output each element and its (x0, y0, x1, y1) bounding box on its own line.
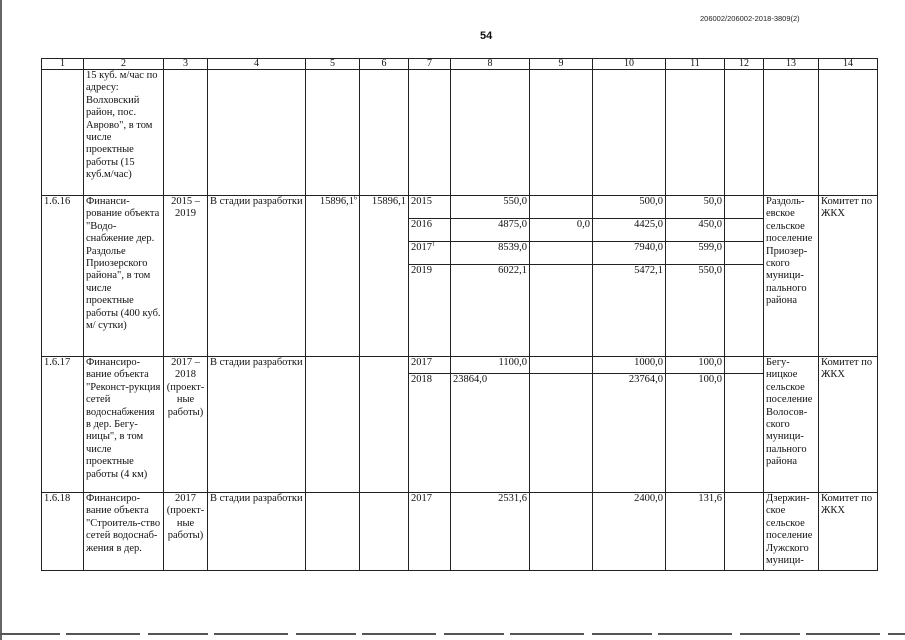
row-col8 (451, 357, 530, 493)
row-col5 (306, 196, 360, 357)
table-row (42, 493, 878, 571)
col11-value: 599,0 (666, 242, 724, 265)
row-responsible: Комитет по ЖКХ (819, 357, 878, 493)
column-number: 7 (409, 59, 451, 70)
column-number: 5 (306, 59, 360, 70)
year-value: 2017 (411, 242, 432, 253)
col9-value (530, 196, 592, 219)
row-description: Финанси-рование объекта "Водо-снабжение дер. Раздолье Приозерского района", в том числе проектные работы (400 куб. м/ сутки) (84, 196, 164, 357)
column-number: 12 (725, 59, 764, 70)
row-recipient: Раздоль-евское сельское поселение Приозер-ского муници-пального района (764, 196, 819, 357)
col5-footnote: 6 (354, 195, 357, 202)
table-row (42, 357, 878, 493)
row-col6 (360, 493, 409, 571)
column-number: 10 (593, 59, 666, 70)
row-col12 (725, 357, 764, 493)
column-number: 2 (84, 59, 164, 70)
col11-value: 550,0 (698, 265, 722, 276)
col10-value: 500,0 (593, 196, 665, 219)
row-period: 2015 – 2019 (164, 196, 208, 357)
col9-value (530, 265, 592, 287)
year-cell (409, 242, 450, 265)
col9-value (530, 357, 592, 374)
col8-value: 6022,1 (498, 265, 527, 276)
column-number: 9 (530, 59, 593, 70)
row-col11 (666, 357, 725, 493)
row-stage: В стадии разработки (208, 357, 306, 493)
column-number: 1 (42, 59, 84, 70)
column-number: 4 (208, 59, 306, 70)
column-number: 11 (666, 59, 725, 70)
col12-value (725, 493, 764, 571)
row-col10 (593, 196, 666, 357)
year-cell: 2019 (411, 265, 432, 276)
col11-value: 50,0 (666, 196, 724, 219)
col10-value: 5472,1 (634, 265, 663, 276)
row-stage: В стадии разработки (208, 493, 306, 571)
year-cell: 2015 (409, 196, 450, 219)
col10-value: 1000,0 (593, 357, 665, 374)
program-table (41, 58, 878, 571)
year-cell: 2017 (409, 357, 450, 374)
row-col9 (530, 196, 593, 357)
scan-left-edge (0, 0, 2, 640)
col10-value: 7940,0 (593, 242, 665, 265)
col12-value (725, 357, 763, 374)
col9-value (530, 374, 592, 396)
col10-value: 4425,0 (593, 219, 665, 242)
row-years (409, 196, 451, 357)
row-col6 (360, 357, 409, 493)
col11-value: 100,0 (666, 357, 724, 374)
row-responsible: Комитет по ЖКХ (819, 493, 878, 571)
col12-value (725, 265, 763, 287)
column-number: 3 (164, 59, 208, 70)
year-cell: 2016 (409, 219, 450, 242)
col10-value: 23764,0 (628, 374, 663, 385)
row-stage: В стадии разработки (208, 196, 306, 357)
col9-value: 0,0 (530, 219, 592, 242)
col5-value: 15896,1 (319, 196, 354, 207)
row-col5 (306, 493, 360, 571)
row-years (409, 357, 451, 493)
col12-value (725, 219, 763, 242)
row-col8 (451, 196, 530, 357)
column-number: 8 (451, 59, 530, 70)
page-number: 54 (480, 30, 493, 42)
col9-value (530, 493, 593, 571)
row-description: Финансиро-вание объекта "Строитель-ство сетей водоснаб-жения в дер. (84, 493, 164, 571)
row-id: 1.6.17 (42, 357, 84, 493)
row-responsible: Комитет по ЖКХ (819, 196, 878, 357)
row-col9 (530, 357, 593, 493)
row-period: 2017 – 2018 (проект-ные работы) (164, 357, 208, 493)
row-col5 (306, 357, 360, 493)
year-cell: 2018 (411, 374, 432, 385)
document-id: 206002/206002-2018-3809(2) (700, 14, 800, 23)
row-col6: 15896,1 (360, 196, 409, 357)
col8-value: 8539,0 (451, 242, 529, 265)
row-id: 1.6.16 (42, 196, 84, 357)
table-row-continuation (42, 70, 878, 196)
column-number-row (42, 59, 878, 70)
row-col11 (666, 196, 725, 357)
col10-value: 2400,0 (593, 493, 666, 571)
year-cell: 2017 (409, 493, 451, 571)
row-col10 (593, 357, 666, 493)
row-period: 2017 (проект-ные работы) (164, 493, 208, 571)
column-number: 13 (764, 59, 819, 70)
table-row (42, 196, 878, 357)
col12-value (725, 242, 763, 265)
col9-value (530, 242, 592, 265)
row-description: Финансиро-вание объекта "Реконст-рукция сетей водоснабжения в дер. Бегу-ницы", в том числе проектные работы (4 км) (84, 357, 164, 493)
column-number: 14 (819, 59, 878, 70)
row-description: 15 куб. м/час по адресу: Волховский район, пос. Аврово", в том числе проектные работы (15 куб.м/час) (84, 70, 164, 196)
scan-bottom-edge (0, 633, 905, 635)
row-recipient: Дзержин-ское сельское поселение Лужского муници- (764, 493, 819, 571)
col8-value: 1100,0 (451, 357, 529, 374)
column-number: 6 (360, 59, 409, 70)
year-footnote: 1 (432, 241, 435, 248)
col11-value: 450,0 (666, 219, 724, 242)
col12-value (725, 196, 763, 219)
col8-value: 23864,0 (453, 374, 488, 385)
row-col12 (725, 196, 764, 357)
col12-value (725, 374, 763, 396)
col8-value: 2531,6 (451, 493, 530, 571)
col8-value: 4875,0 (451, 219, 529, 242)
col11-value: 131,6 (666, 493, 725, 571)
col8-value: 550,0 (451, 196, 529, 219)
col11-value: 100,0 (698, 374, 722, 385)
row-recipient: Бегу-ницкое сельское поселение Волосов-ского муници-пального района (764, 357, 819, 493)
row-id: 1.6.18 (42, 493, 84, 571)
